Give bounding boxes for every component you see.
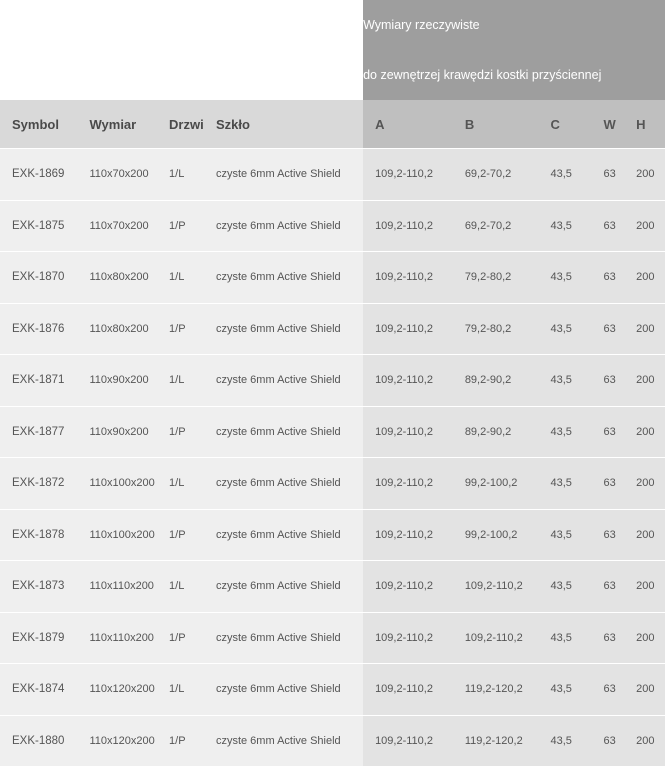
table-row bbox=[0, 458, 665, 510]
cell-h: 200 bbox=[624, 355, 665, 407]
cell-c: 43,5 bbox=[538, 664, 591, 716]
cell-c: 43,5 bbox=[538, 458, 591, 510]
cell-c: 43,5 bbox=[538, 355, 591, 407]
cell-h: 200 bbox=[624, 561, 665, 613]
cell-c: 43,5 bbox=[538, 406, 591, 458]
cell-drzwi: 1/P bbox=[157, 509, 204, 561]
cell-w: 63 bbox=[592, 355, 625, 407]
cell-szklo: czyste 6mm Active Shield bbox=[204, 458, 363, 510]
table-row bbox=[0, 252, 665, 304]
cell-wymiar: 110x90x200 bbox=[78, 355, 158, 407]
column-header-wymiar: Wymiar bbox=[78, 100, 158, 149]
cell-b: 79,2-80,2 bbox=[453, 303, 539, 355]
cell-drzwi: 1/L bbox=[157, 664, 204, 716]
cell-drzwi: 1/P bbox=[157, 406, 204, 458]
banner-row-primary bbox=[0, 0, 665, 50]
table-row bbox=[0, 303, 665, 355]
column-header-h: H bbox=[624, 100, 665, 149]
cell-c: 43,5 bbox=[538, 561, 591, 613]
table-row bbox=[0, 509, 665, 561]
cell-b: 79,2-80,2 bbox=[453, 252, 539, 304]
table-row bbox=[0, 355, 665, 407]
cell-w: 63 bbox=[592, 252, 625, 304]
cell-c: 43,5 bbox=[538, 149, 591, 201]
banner-spacer-2 bbox=[0, 50, 363, 100]
cell-wymiar: 110x100x200 bbox=[78, 458, 158, 510]
cell-symbol: EXK-1877 bbox=[0, 406, 78, 458]
cell-h: 200 bbox=[624, 715, 665, 767]
cell-drzwi: 1/L bbox=[157, 458, 204, 510]
table-row bbox=[0, 715, 665, 767]
cell-wymiar: 110x90x200 bbox=[78, 406, 158, 458]
cell-szklo: czyste 6mm Active Shield bbox=[204, 355, 363, 407]
cell-wymiar: 110x120x200 bbox=[78, 715, 158, 767]
column-header-szklo: Szkło bbox=[204, 100, 363, 149]
cell-drzwi: 1/L bbox=[157, 252, 204, 304]
cell-b: 89,2-90,2 bbox=[453, 355, 539, 407]
cell-b: 119,2-120,2 bbox=[453, 664, 539, 716]
cell-b: 99,2-100,2 bbox=[453, 509, 539, 561]
cell-a: 109,2-110,2 bbox=[363, 458, 453, 510]
cell-wymiar: 110x70x200 bbox=[78, 149, 158, 201]
cell-szklo: czyste 6mm Active Shield bbox=[204, 149, 363, 201]
cell-szklo: czyste 6mm Active Shield bbox=[204, 612, 363, 664]
cell-c: 43,5 bbox=[538, 612, 591, 664]
cell-wymiar: 110x80x200 bbox=[78, 252, 158, 304]
cell-wymiar: 110x100x200 bbox=[78, 509, 158, 561]
column-header-c: C bbox=[538, 100, 591, 149]
column-header-drzwi: Drzwi bbox=[157, 100, 204, 149]
cell-c: 43,5 bbox=[538, 200, 591, 252]
cell-a: 109,2-110,2 bbox=[363, 509, 453, 561]
table-row bbox=[0, 612, 665, 664]
cell-szklo: czyste 6mm Active Shield bbox=[204, 406, 363, 458]
cell-symbol: EXK-1878 bbox=[0, 509, 78, 561]
cell-wymiar: 110x70x200 bbox=[78, 200, 158, 252]
cell-symbol: EXK-1870 bbox=[0, 252, 78, 304]
cell-drzwi: 1/P bbox=[157, 303, 204, 355]
cell-w: 63 bbox=[592, 664, 625, 716]
cell-symbol: EXK-1876 bbox=[0, 303, 78, 355]
cell-c: 43,5 bbox=[538, 509, 591, 561]
cell-h: 200 bbox=[624, 458, 665, 510]
table-row bbox=[0, 149, 665, 201]
cell-w: 63 bbox=[592, 200, 625, 252]
cell-h: 200 bbox=[624, 509, 665, 561]
cell-symbol: EXK-1874 bbox=[0, 664, 78, 716]
cell-c: 43,5 bbox=[538, 303, 591, 355]
cell-a: 109,2-110,2 bbox=[363, 664, 453, 716]
cell-drzwi: 1/P bbox=[157, 200, 204, 252]
cell-c: 43,5 bbox=[538, 715, 591, 767]
cell-a: 109,2-110,2 bbox=[363, 200, 453, 252]
table-row bbox=[0, 200, 665, 252]
cell-symbol: EXK-1871 bbox=[0, 355, 78, 407]
cell-h: 200 bbox=[624, 149, 665, 201]
cell-w: 63 bbox=[592, 715, 625, 767]
cell-szklo: czyste 6mm Active Shield bbox=[204, 252, 363, 304]
cell-wymiar: 110x110x200 bbox=[78, 561, 158, 613]
cell-w: 63 bbox=[592, 458, 625, 510]
cell-szklo: czyste 6mm Active Shield bbox=[204, 715, 363, 767]
cell-a: 109,2-110,2 bbox=[363, 355, 453, 407]
banner-title-line1: Wymiary rzeczywiste bbox=[363, 0, 665, 50]
banner-spacer bbox=[0, 0, 363, 50]
cell-symbol: EXK-1872 bbox=[0, 458, 78, 510]
cell-h: 200 bbox=[624, 664, 665, 716]
cell-h: 200 bbox=[624, 200, 665, 252]
cell-w: 63 bbox=[592, 509, 625, 561]
cell-drzwi: 1/P bbox=[157, 715, 204, 767]
cell-symbol: EXK-1879 bbox=[0, 612, 78, 664]
table-header-row bbox=[0, 100, 665, 149]
column-header-w: W bbox=[592, 100, 625, 149]
table-row bbox=[0, 406, 665, 458]
cell-wymiar: 110x120x200 bbox=[78, 664, 158, 716]
cell-w: 63 bbox=[592, 612, 625, 664]
cell-b: 109,2-110,2 bbox=[453, 561, 539, 613]
table-body bbox=[0, 149, 665, 767]
cell-c: 43,5 bbox=[538, 252, 591, 304]
cell-wymiar: 110x80x200 bbox=[78, 303, 158, 355]
cell-a: 109,2-110,2 bbox=[363, 252, 453, 304]
cell-w: 63 bbox=[592, 149, 625, 201]
cell-symbol: EXK-1875 bbox=[0, 200, 78, 252]
cell-h: 200 bbox=[624, 303, 665, 355]
cell-b: 69,2-70,2 bbox=[453, 200, 539, 252]
cell-szklo: czyste 6mm Active Shield bbox=[204, 200, 363, 252]
cell-drzwi: 1/L bbox=[157, 561, 204, 613]
cell-szklo: czyste 6mm Active Shield bbox=[204, 664, 363, 716]
cell-b: 119,2-120,2 bbox=[453, 715, 539, 767]
cell-szklo: czyste 6mm Active Shield bbox=[204, 561, 363, 613]
cell-b: 89,2-90,2 bbox=[453, 406, 539, 458]
table-row bbox=[0, 664, 665, 716]
cell-a: 109,2-110,2 bbox=[363, 406, 453, 458]
cell-h: 200 bbox=[624, 612, 665, 664]
column-header-b: B bbox=[453, 100, 539, 149]
cell-w: 63 bbox=[592, 406, 625, 458]
cell-drzwi: 1/P bbox=[157, 612, 204, 664]
cell-h: 200 bbox=[624, 252, 665, 304]
cell-b: 99,2-100,2 bbox=[453, 458, 539, 510]
cell-a: 109,2-110,2 bbox=[363, 612, 453, 664]
banner-title-line2: do zewnętrzej krawędzi kostki przyściennej bbox=[363, 50, 665, 100]
cell-a: 109,2-110,2 bbox=[363, 303, 453, 355]
cell-szklo: czyste 6mm Active Shield bbox=[204, 509, 363, 561]
cell-szklo: czyste 6mm Active Shield bbox=[204, 303, 363, 355]
cell-symbol: EXK-1873 bbox=[0, 561, 78, 613]
cell-h: 200 bbox=[624, 406, 665, 458]
column-header-symbol: Symbol bbox=[0, 100, 78, 149]
cell-drzwi: 1/L bbox=[157, 355, 204, 407]
cell-w: 63 bbox=[592, 303, 625, 355]
cell-a: 109,2-110,2 bbox=[363, 715, 453, 767]
cell-drzwi: 1/L bbox=[157, 149, 204, 201]
cell-symbol: EXK-1880 bbox=[0, 715, 78, 767]
cell-b: 109,2-110,2 bbox=[453, 612, 539, 664]
banner-row-secondary bbox=[0, 50, 665, 100]
cell-a: 109,2-110,2 bbox=[363, 561, 453, 613]
cell-w: 63 bbox=[592, 561, 625, 613]
cell-a: 109,2-110,2 bbox=[363, 149, 453, 201]
column-header-a: A bbox=[363, 100, 453, 149]
table-row bbox=[0, 561, 665, 613]
cell-wymiar: 110x110x200 bbox=[78, 612, 158, 664]
cell-b: 69,2-70,2 bbox=[453, 149, 539, 201]
cell-symbol: EXK-1869 bbox=[0, 149, 78, 201]
